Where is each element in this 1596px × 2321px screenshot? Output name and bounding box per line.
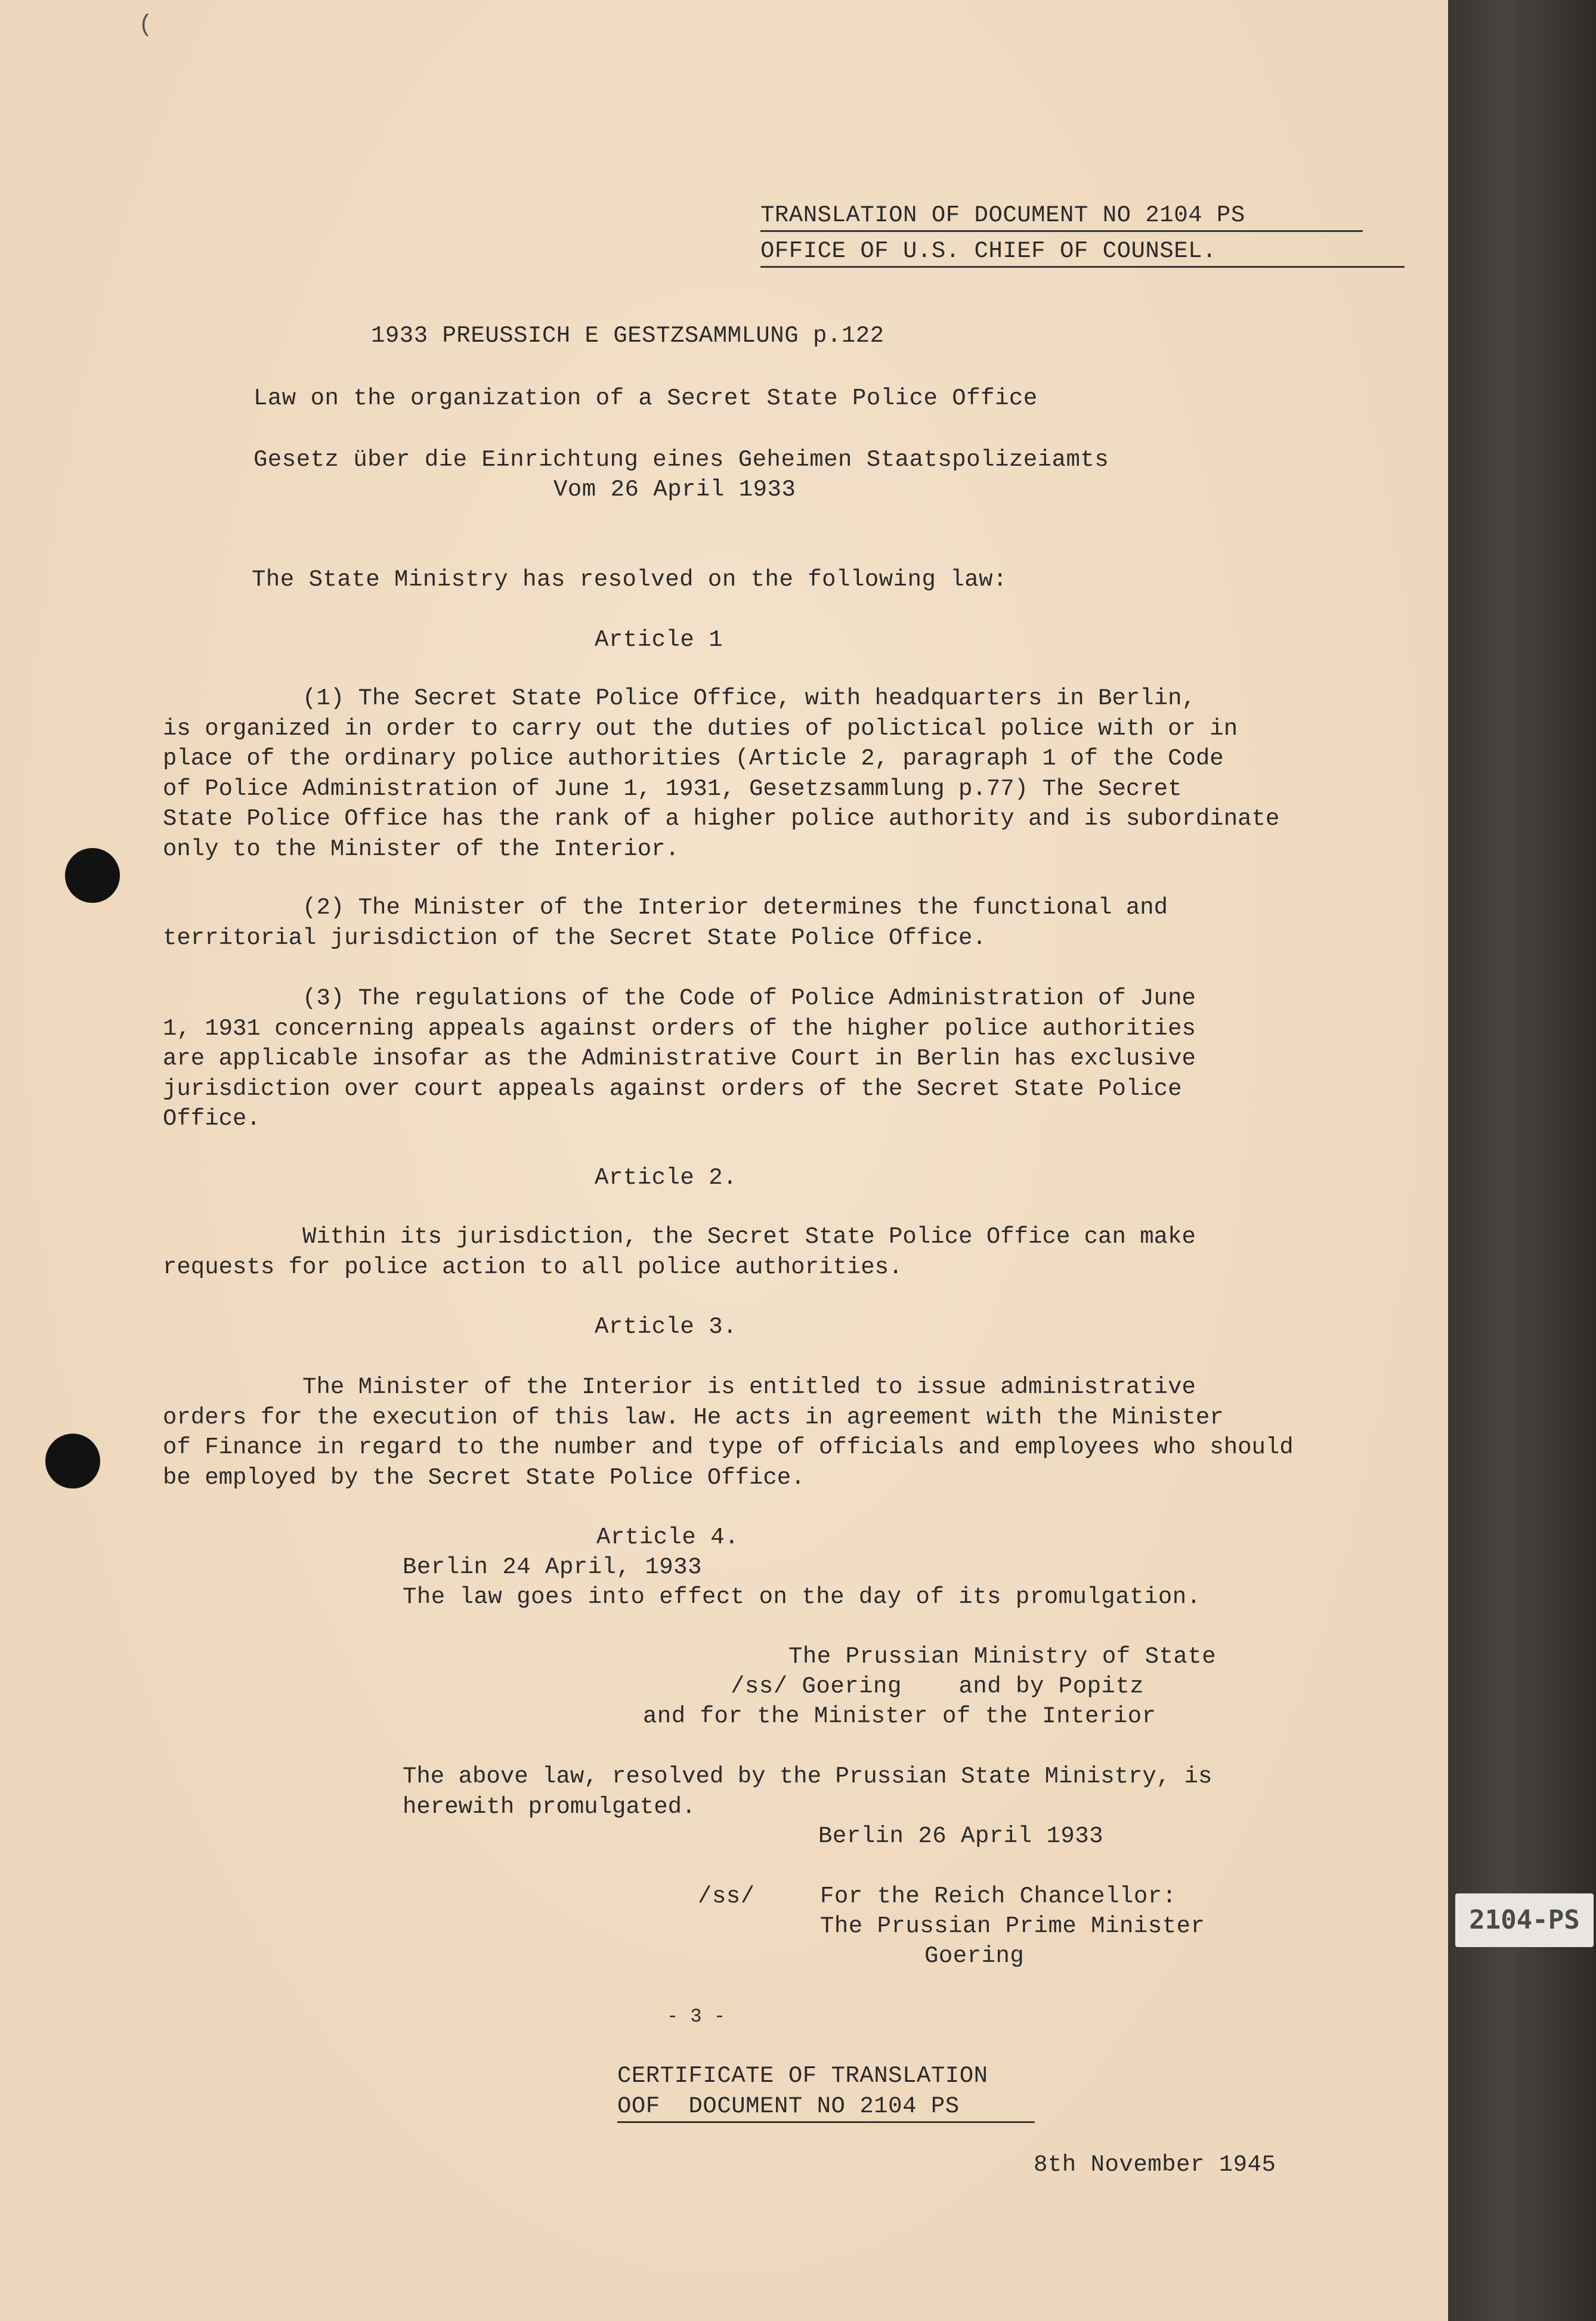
certificate-line-1: CERTIFICATE OF TRANSLATION xyxy=(617,2063,988,2089)
stray-mark: ( xyxy=(138,12,153,39)
article-3-heading: Article 3. xyxy=(595,1314,738,1340)
promulgation-date: Berlin 26 April 1933 xyxy=(818,1823,1104,1849)
article-4-text: The law goes into effect on the day of its promulgation. xyxy=(403,1584,1201,1610)
page-number-mark: - 3 - xyxy=(667,2006,726,2028)
article-4-heading: Article 4. xyxy=(596,1524,740,1551)
article-3-para: The Minister of the Interior is entitled to issue administrative orders for the execution of this law. He acts in agreement with the Minister of Finance in regard to the number and type of officials and employees who should be employed by the Secret State Police Office. xyxy=(163,1374,1294,1491)
certificate-date: 8th November 1945 xyxy=(1034,2152,1276,2178)
signature-2-line-2: The Prussian Prime Minister xyxy=(820,1913,1205,1939)
header-line-1: TRANSLATION OF DOCUMENT NO 2104 PS xyxy=(760,200,1363,232)
signature-1-line-3: and for the Minister of the Interior xyxy=(643,1703,1156,1729)
header-line-2: OFFICE OF U.S. CHIEF OF COUNSEL. xyxy=(760,236,1405,268)
signature-2-line-1: For the Reich Chancellor: xyxy=(820,1883,1177,1910)
punch-hole-top xyxy=(65,848,120,903)
article-1-para-3: (3) The regulations of the Code of Police Administration of June 1, 1931 concerning appeals against orders of the higher police authorities are applicable insofar as the Administrative Court in Berlin has exclusive jurisdiction over court appeals against orders of the Secret State Police Office. xyxy=(163,985,1196,1132)
article-1-heading: Article 1 xyxy=(595,627,723,653)
punch-hole-bottom xyxy=(45,1434,100,1488)
article-2-para: Within its jurisdiction, the Secret State Police Office can make requests for police action to all police authorities. xyxy=(163,1224,1196,1280)
article-1-para-1: (1) The Secret State Police Office, with headquarters in Berlin, is organized in order to carry out the duties of polictical police with or in place of the ordinary police authorities (Article 2, paragraph 1 of the Code of Police Administration of June 1, 1931, Gesetzsammlung p.77) The Secret State Police Office has the rank of a higher police authority and is subordinate only to the Minister of the Interior. xyxy=(163,685,1280,862)
signature-2-ss: /ss/ xyxy=(698,1883,755,1910)
promulgation-text: The above law, resolved by the Prussian State Ministry, is herewith promulgated. xyxy=(403,1763,1213,1820)
binder-edge xyxy=(1448,0,1596,2321)
signature-1-line-2: /ss/ Goering and by Popitz xyxy=(731,1673,1145,1700)
article-4-place-date: Berlin 24 April, 1933 xyxy=(403,1554,702,1580)
signature-1-line-1: The Prussian Ministry of State xyxy=(788,1644,1217,1670)
source-citation: 1933 PREUSSICH E GESTZSAMMLUNG p.122 xyxy=(371,323,884,349)
title-german: Gesetz über die Einrichtung eines Geheimen Staatspolizeiamts xyxy=(253,447,1109,473)
article-1-para-2: (2) The Minister of the Interior determines the functional and territorial jurisdiction of the Secret State Police Office. xyxy=(163,895,1168,951)
intro-text: The State Ministry has resolved on the following law: xyxy=(252,567,1007,593)
title-date: Vom 26 April 1933 xyxy=(553,476,796,503)
signature-2-line-3: Goering xyxy=(924,1943,1025,1969)
certificate-line-2: OOF DOCUMENT NO 2104 PS xyxy=(617,2091,1035,2123)
document-tab-label: 2104-PS xyxy=(1455,1893,1594,1947)
title-english: Law on the organization of a Secret State Police Office xyxy=(253,385,1038,411)
article-2-heading: Article 2. xyxy=(595,1165,738,1191)
